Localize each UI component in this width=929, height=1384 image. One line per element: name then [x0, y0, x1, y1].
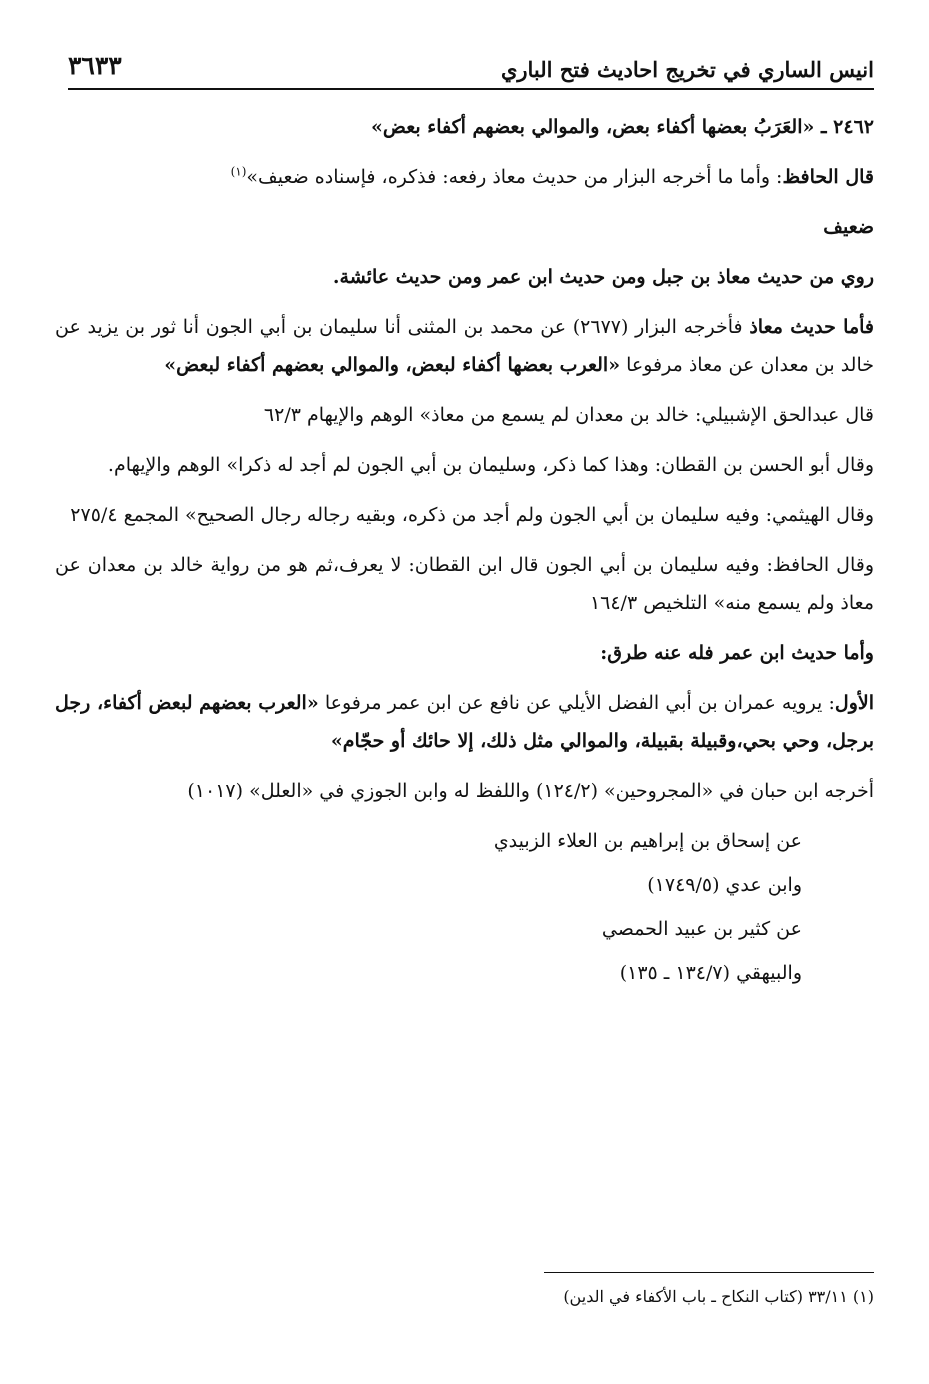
qattan-quote: وقال أبو الحسن بن القطان: وهذا كما ذكر، وسليمان بن أبي الجون لم أجد له ذكرا» الوهم والإيهام. — [107, 454, 874, 476]
first-route — [55, 684, 874, 760]
first-label: الأول — [834, 692, 874, 714]
verdict: ضعيف — [823, 216, 874, 238]
muadh-label: فأما حديث معاذ — [749, 316, 874, 338]
ibn-umar-heading: وأما حديث ابن عمر فله عنه طرق: — [600, 642, 874, 664]
haythami-quote: وقال الهيثمي: وفيه سليمان بن أبي الجون ولم أجد من ذكره، وبقيه رجاله رجال الصحيح» المجمع ٢٧٥/٤ — [70, 504, 874, 526]
first-hadith: «العرب بعضهم لبعض أكفاء، رجل برجل، وحي بحي،وقبيلة بقبيلة، والموالي مثل ذلك، إلا حائك أو حجّام» — [55, 692, 874, 752]
footnote: (١) ٣٣/١١ (كتاب النكاح ـ باب الأكفاء في الدين) — [563, 1287, 874, 1306]
chain-line: عن كثير بن عبيد الحمصي — [601, 918, 802, 940]
muadh-hadith: «العرب بعضها أكفاء لبعض، والموالي بعضهم أكفاء لبعض» — [164, 354, 621, 376]
isnad-chain — [55, 822, 802, 992]
hafiz-label: قال الحافظ — [782, 166, 874, 188]
muadh-text: فأخرجه البزار (٢٦٧٧) عن محمد بن المثنى أنا سليمان بن أبي الجون أنا ثور بن يزيد عن خالد بن معدان عن معاذ مرفوعا — [55, 316, 874, 376]
first-text: : يرويه عمران بن أبي الفضل الأيلي عن نافع عن ابن عمر مرفوعا — [318, 692, 835, 714]
hadith-entry-title: ٢٤٦٢ ـ «العَرَبُ بعضها أكفاء بعض، والموالي بعضهم أكفاء بعض» — [371, 116, 874, 138]
page-header — [68, 40, 874, 90]
chain-line: عن إسحاق بن إبراهيم بن العلاء الزبيدي — [493, 830, 802, 852]
ibn-hibban-source: أخرجه ابن حبان في «المجروحين» (١٢٤/٢) واللفظ له وابن الجوزي في «العلل» (١٠١٧) — [187, 780, 874, 802]
ishbili-quote: قال عبدالحق الإشبيلي: خالد بن معدان لم يسمع من معاذ» الوهم والإيهام ٦٢/٣ — [263, 404, 874, 426]
hafiz-text: : وأما ما أخرجه البزار من حديث معاذ رفعه: فذكره، فإسناده ضعيف» — [246, 166, 783, 188]
muadh-paragraph — [55, 308, 874, 384]
hafiz-statement — [55, 158, 874, 196]
narrated-by: روي من حديث معاذ بن جبل ومن حديث ابن عمر ومن حديث عائشة. — [332, 266, 874, 288]
footnote-marker: (١) — [230, 164, 247, 179]
hafiz-quote: وقال الحافظ: وفيه سليمان بن أبي الجون قال ابن القطان: لا يعرف،ثم هو من رواية خالد بن معدان عن معاذ ولم يسمع منه» التلخيص ١٦٤/٣ — [55, 554, 874, 614]
chain-line: وابن عدي (١٧٤٩/٥) — [647, 874, 802, 896]
page-number: ٣٦٣٣ — [68, 51, 122, 80]
footnote-divider — [544, 1272, 874, 1273]
page-body — [55, 108, 874, 998]
chain-line: والبيهقي (١٣٤/٧ ـ ١٣٥) — [619, 962, 802, 984]
running-title: انيس الساري في تخريج احاديث فتح الباري — [500, 57, 874, 82]
